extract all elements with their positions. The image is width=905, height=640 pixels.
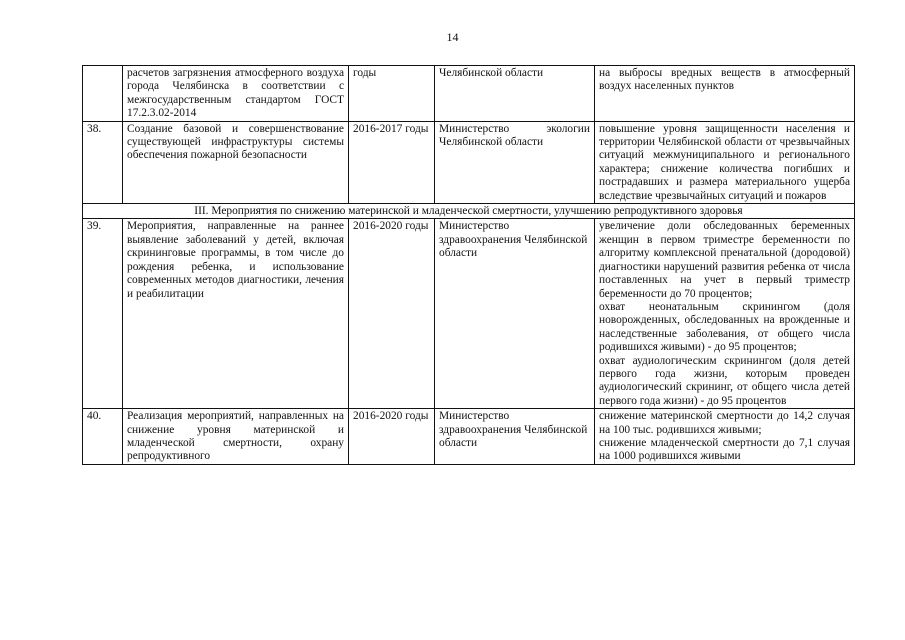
result-cell (595, 219, 855, 409)
executor-cell: Челябинской области (435, 66, 595, 122)
page-number: 14 (446, 30, 459, 44)
period-cell: 2016-2017 годы (349, 121, 435, 203)
event-cell: Реализация мероприятий, направленных на снижение уровня материнской и младенческой смертности, охрану репродуктивного (123, 409, 349, 465)
section-heading: III. Мероприятия по снижению материнской и младенческой смертности, улучшению репродуктивного здоровья (83, 204, 855, 219)
table-row (83, 121, 855, 203)
event-cell: расчетов загрязнения атмосферного воздуха города Челябинска в соответствии с межгосударственным стандартом ГОСТ 17.2.3.02-2014 (123, 66, 349, 122)
executor-cell: Министерство экологии Челябинской области (435, 121, 595, 203)
result-cell: повышение уровня защищенности населения и территории Челябинской области от чрезвычайных ситуаций межмуниципального и регионального характера; снижение количества погибших и пострадавших и размера материального ущерба вследствие чрезвычайных ситуаций и пожаров (595, 121, 855, 203)
executor-cell: Министерство здравоохранения Челябинской области (435, 219, 595, 409)
row-number: 40. (83, 409, 123, 465)
period-cell: годы (349, 66, 435, 122)
table-row (83, 66, 855, 122)
row-number: 39. (83, 219, 123, 409)
result-item: охват неонатальным скринингом (доля новорожденных, обследованных на врожденные и наследственные заболевания, от общего числа родившихся живыми) - до 95 процентов; (599, 300, 850, 354)
table-row (83, 409, 855, 465)
event-cell: Создание базовой и совершенствование существующей инфраструктуры системы обеспечения пожарной безопасности (123, 121, 349, 203)
event-cell: Мероприятия, направленные на раннее выявление заболеваний у детей, включая скрининговые программы, в том числе до рождения ребенка, и использование современных методов диагностики, лечения и реабилитации (123, 219, 349, 409)
executor-cell: Министерство здравоохранения Челябинской области (435, 409, 595, 465)
result-item: снижение младенческой смертности до 7,1 случая на 1000 родившихся живыми (599, 436, 850, 463)
row-number (83, 66, 123, 122)
period-cell: 2016-2020 годы (349, 409, 435, 465)
table-row (83, 219, 855, 409)
measures-table (82, 65, 855, 465)
row-number: 38. (83, 121, 123, 203)
result-item: снижение материнской смертности до 14,2 случая на 100 тыс. родившихся живыми; (599, 410, 850, 436)
result-cell (595, 409, 855, 465)
section-row (83, 204, 855, 219)
result-item: охват аудиологическим скринингом (доля детей первого года жизни, которым проведен аудиологический скрининг, от общего числа детей первого года жизни) - до 95 процентов (599, 354, 850, 407)
result-item: увеличение доли обследованных беременных женщин в первом триместре беременности по алгоритму комплексной пренатальной (дородовой) диагностики нарушений развития ребенка от числа поставленных на учет в первый триместр беременности до 70 процентов; (599, 220, 850, 300)
result-cell: на выбросы вредных веществ в атмосферный воздух населенных пунктов (595, 66, 855, 122)
period-cell: 2016-2020 годы (349, 219, 435, 409)
